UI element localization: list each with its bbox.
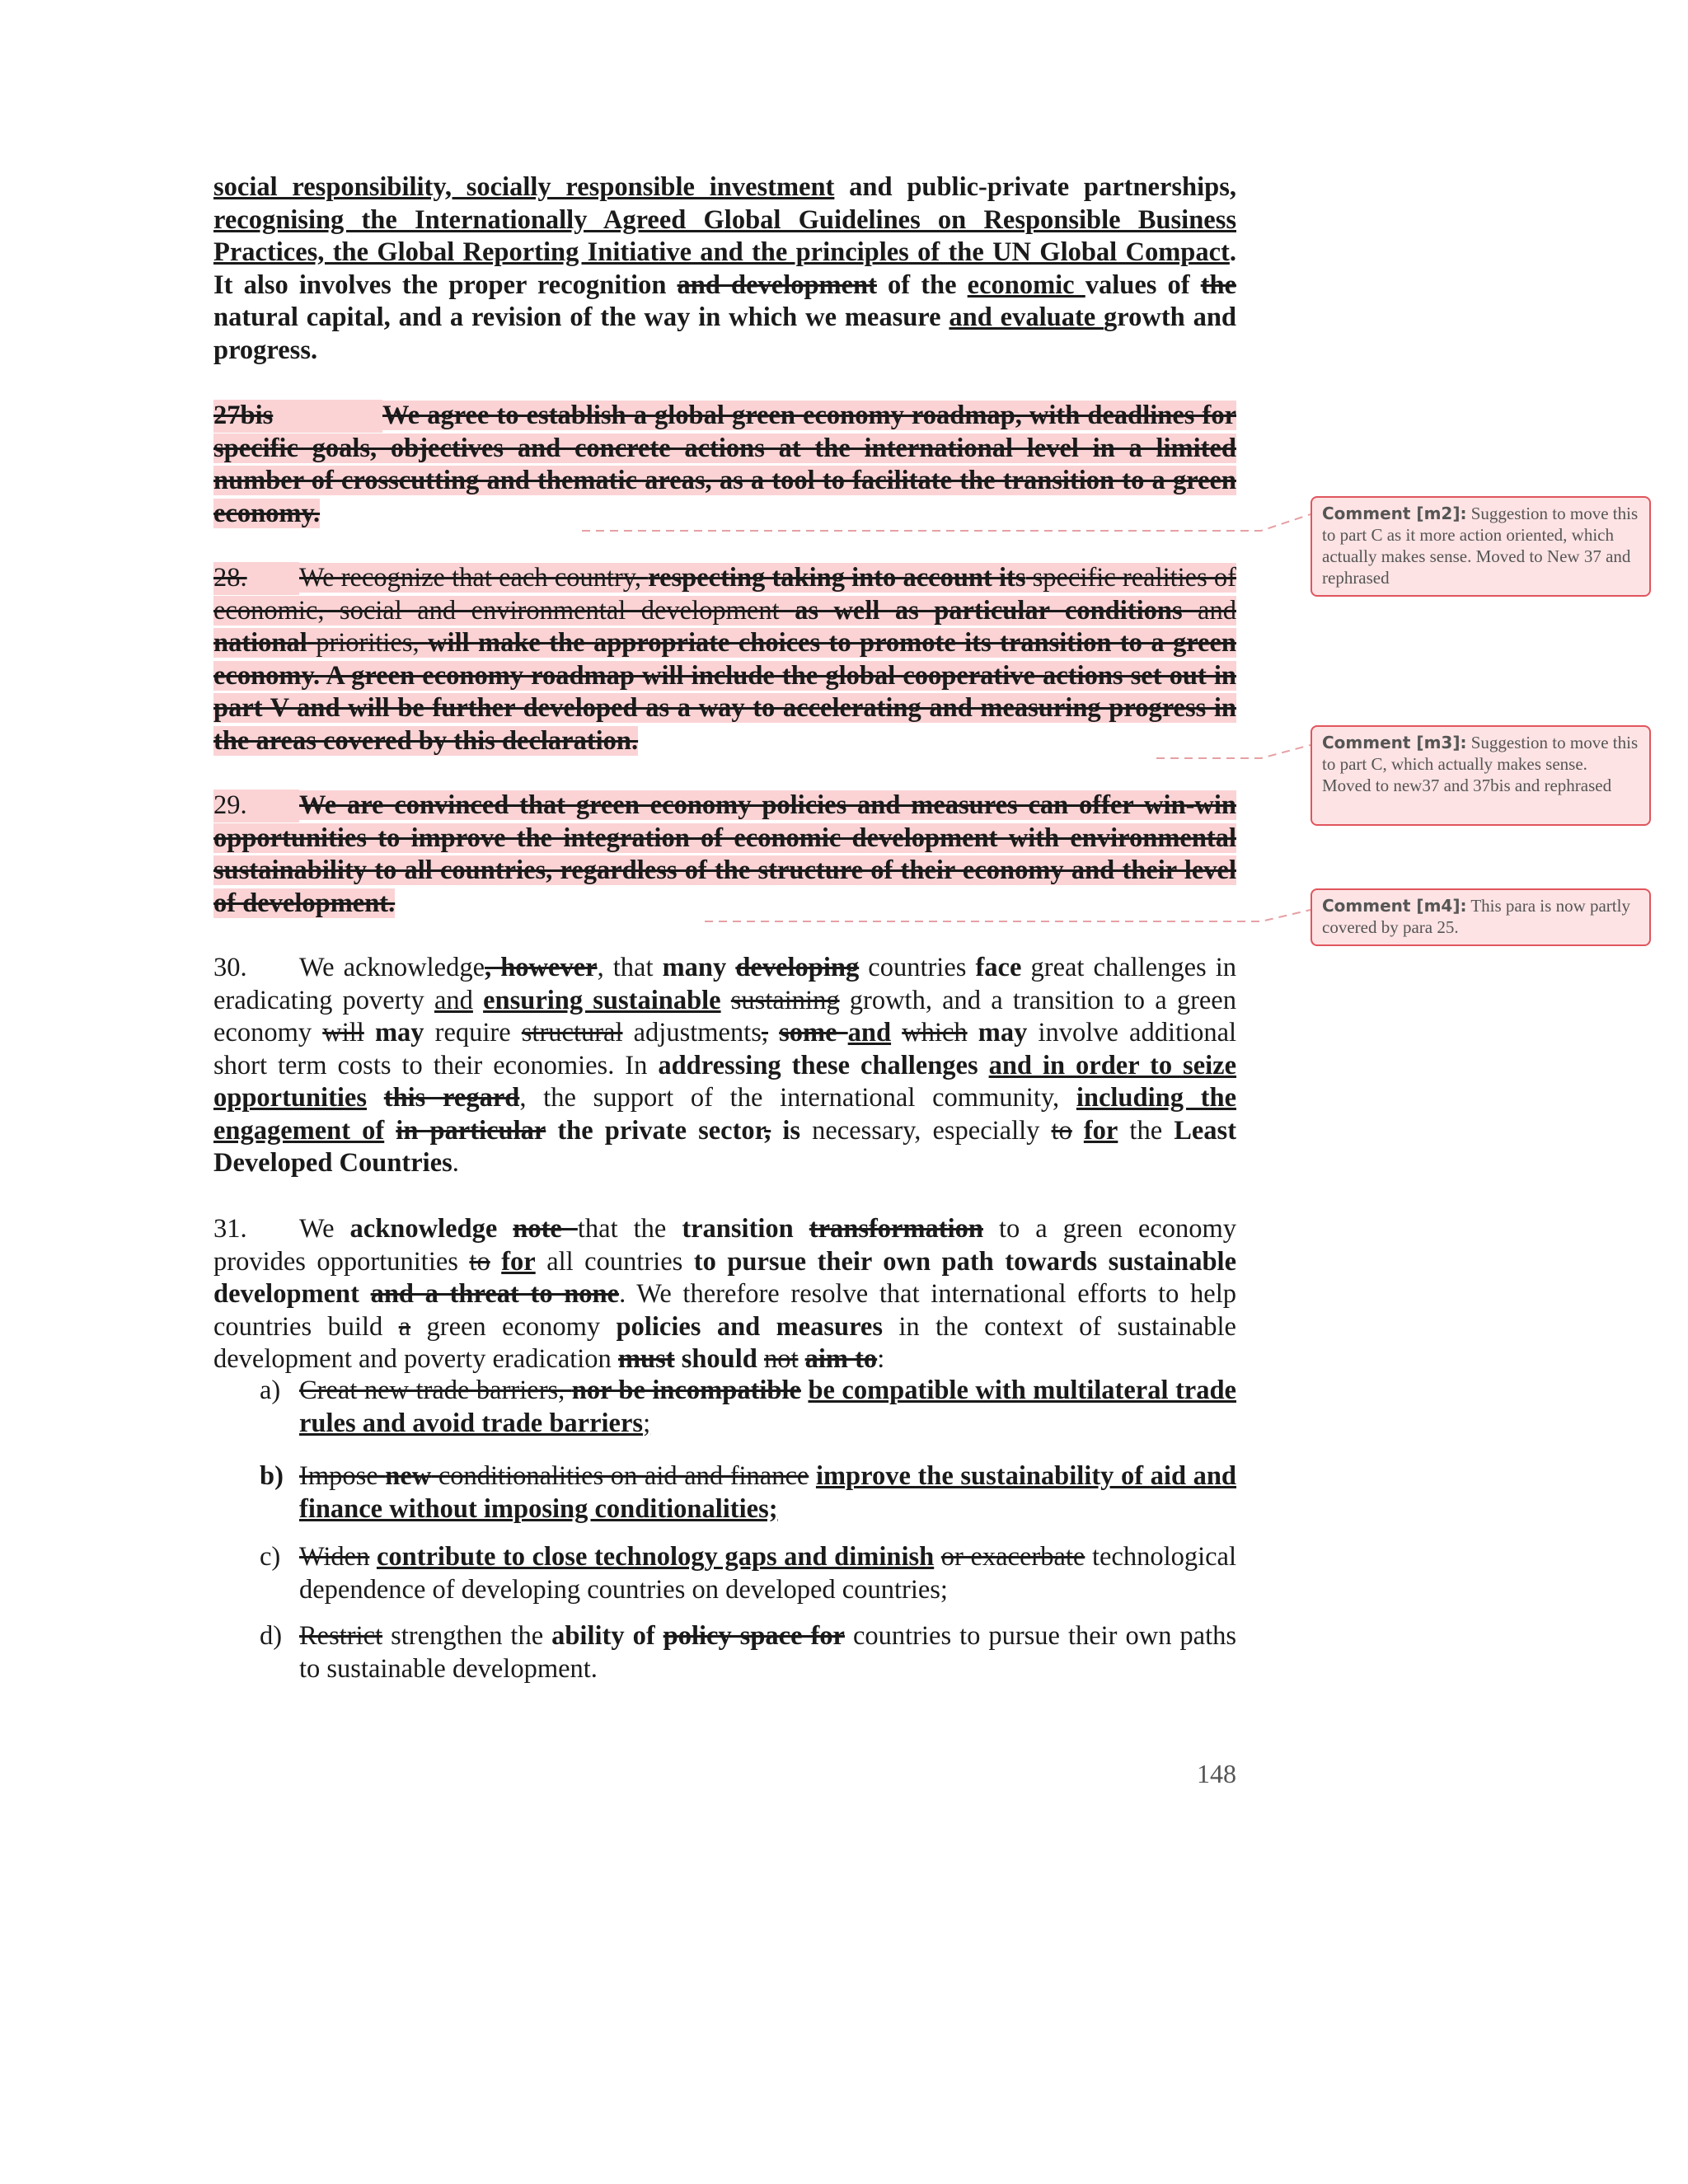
deletion: national <box>213 628 307 658</box>
text <box>359 1279 371 1309</box>
list-item-a <box>260 1375 1236 1440</box>
deletion: must <box>617 1344 675 1374</box>
paragraph-31 <box>213 1213 1236 1376</box>
text: We <box>299 1214 350 1244</box>
insert: , recognising the Internationally Agreed Global Guidelines on Responsible Business Practices, the Global Reporting Initiative and the principles of the UN Global Compact <box>213 172 1237 267</box>
text <box>771 1116 782 1146</box>
deletion: in particular <box>396 1115 546 1146</box>
text: involve additional short term costs to their economies. In <box>213 1018 1237 1080</box>
text: technological dependence of developing countries on developed countries; <box>299 1542 1237 1605</box>
text: . It also involves the proper recognition <box>213 237 1236 300</box>
insert: economic <box>967 269 1085 300</box>
comment-tag: Comment [m3]: <box>1322 733 1467 752</box>
comment-m4[interactable] <box>1311 888 1651 946</box>
text: growth and progress. <box>213 302 1236 365</box>
insert: social responsibility, socially responsible investment <box>213 172 835 202</box>
text <box>721 986 731 1015</box>
text: values of <box>1085 269 1201 300</box>
paragraph-continuation <box>213 171 1236 367</box>
insert: ensuring sustainable <box>483 985 721 1015</box>
deletion: a <box>398 1311 411 1342</box>
insert: and <box>434 985 473 1015</box>
list-marker: a) <box>260 1376 281 1405</box>
deletion: this regard <box>383 1083 520 1113</box>
text: may <box>374 1018 424 1047</box>
text <box>809 1461 816 1491</box>
text: the <box>1118 1115 1175 1146</box>
deletion: structural <box>521 1018 623 1047</box>
text <box>891 1018 902 1047</box>
text: acknowledge <box>349 1214 498 1244</box>
text: to pursue their own path towards sustainable development <box>213 1246 1236 1309</box>
deletion: or exacerbate <box>940 1542 1085 1572</box>
deletion: not <box>763 1344 799 1374</box>
comment-text: This para is now partly covered by para 25. <box>1322 896 1630 937</box>
paragraph-number: 30. <box>213 953 247 982</box>
list-item-d <box>260 1620 1237 1685</box>
text: Least Developed Countries <box>213 1115 1237 1178</box>
text: great challenges in eradicating poverty <box>213 953 1237 1015</box>
deletion: will <box>322 1018 364 1047</box>
deletion: priorities, <box>307 628 429 658</box>
text: of the <box>876 269 968 300</box>
text <box>799 1344 805 1374</box>
deletion: aim to <box>804 1344 878 1374</box>
deletion: , <box>761 1018 769 1047</box>
text: necessary, especially <box>800 1115 1052 1146</box>
insert: and in order to seize opportunities <box>213 1050 1237 1113</box>
deletion: to <box>469 1246 490 1277</box>
paragraph-number: 29. <box>213 790 299 823</box>
text <box>768 1018 779 1047</box>
insert: contribute to close technology gaps and diminish <box>376 1542 935 1572</box>
text: all countries <box>535 1246 694 1277</box>
text <box>364 1018 375 1047</box>
deletion: , however <box>485 953 598 982</box>
text <box>546 1116 557 1146</box>
insert: and evaluate <box>949 302 1104 332</box>
text: growth, and a transition to a green economy <box>213 985 1236 1047</box>
paragraph-number: 31. <box>213 1214 247 1244</box>
text: to a green economy provides opportunities <box>213 1214 1237 1277</box>
list-item-b <box>260 1460 1237 1526</box>
text: the private sector <box>557 1115 765 1146</box>
text: . <box>452 1148 459 1178</box>
deletion: which <box>902 1018 968 1047</box>
deletion: some <box>779 1018 848 1047</box>
text: may <box>978 1018 1028 1047</box>
text: We acknowledge <box>299 953 485 982</box>
deletion: respecting taking into account its <box>648 563 1026 593</box>
deletion: note <box>513 1214 578 1244</box>
deletion: new <box>385 1461 432 1491</box>
deletion: and <box>1182 595 1236 626</box>
text: require <box>424 1018 522 1047</box>
text <box>978 1051 989 1080</box>
comment-text: Suggestion to move this to part C as it more action oriented, which actually makes sense. Moved to New 37 and rephrased <box>1322 504 1639 588</box>
text: adjustments <box>622 1018 762 1047</box>
text <box>367 1083 384 1113</box>
list-marker: d) <box>260 1621 283 1651</box>
text: ability of <box>551 1621 655 1651</box>
insert: improve the sustainability of aid and finance without imposing conditionalities; <box>299 1461 1237 1524</box>
text <box>726 953 735 982</box>
text: should <box>681 1344 757 1374</box>
text <box>968 1018 978 1047</box>
text: countries to pursue their own paths to sustainable development. <box>299 1621 1237 1684</box>
deletion: to <box>1051 1115 1072 1146</box>
comment-tag: Comment [m4]: <box>1322 896 1467 916</box>
deletion: We agree to establish a global green economy roadmap, with deadlines for specific goals, objectives and concrete actions at the international level in a limited number of crosscutting and thematic areas, as a tool to facilitate the transition to a green economy. <box>213 401 1236 528</box>
insert: be compatible with multilateral trade rules and avoid trade barriers <box>299 1376 1236 1438</box>
paragraph-29 <box>213 790 1236 920</box>
text: natural capital, and a revision of the way in which we measure <box>213 302 950 332</box>
comment-text: Suggestion to move this to part C, which actually makes sense. Moved to new37 and 37bis and rephrased <box>1322 733 1639 795</box>
deletion: nor be incompatible <box>571 1376 801 1405</box>
list-marker: b) <box>260 1461 284 1491</box>
deletion: will make the appropriate choices to promote its transition to a green economy. A green economy roadmap will include the global cooperative actions set out in part V and will be further developed as a way to accelerating and measuring progress in the areas covered by this declaration. <box>213 628 1236 756</box>
deletion: Creat new trade barriers, <box>299 1376 572 1405</box>
paragraph-number: 28. <box>213 562 299 595</box>
deletion: sustaining <box>730 985 840 1015</box>
text: transition <box>682 1214 794 1244</box>
text <box>655 1621 663 1651</box>
text: countries <box>859 953 976 982</box>
text: is <box>782 1115 800 1146</box>
insert: including the engagement of <box>213 1083 1236 1146</box>
text: green economy <box>410 1311 617 1342</box>
text: , the support of the international community, <box>519 1083 1076 1113</box>
paragraph-number: 27bis <box>213 400 382 433</box>
text: : <box>877 1344 885 1374</box>
text <box>490 1247 502 1277</box>
deletion: specific realities of economic, social and environmental development <box>213 563 1237 626</box>
text <box>675 1344 682 1374</box>
text <box>1072 1116 1084 1146</box>
text: policies and measures <box>616 1311 883 1342</box>
text: in the context of sustainable development and poverty eradication <box>213 1311 1236 1374</box>
text: face <box>975 953 1022 982</box>
deletion: Restrict <box>299 1621 383 1651</box>
comment-tag: Comment [m2]: <box>1322 504 1467 523</box>
text: , that <box>597 953 663 982</box>
text <box>934 1542 941 1572</box>
list-item-c <box>260 1541 1237 1606</box>
text: addressing these challenges <box>658 1050 978 1080</box>
text <box>757 1344 764 1374</box>
text: strengthen the <box>382 1621 552 1651</box>
text <box>497 1214 513 1244</box>
deletion: transformation <box>809 1214 983 1244</box>
deletion: the <box>1200 269 1237 300</box>
insert: and <box>847 1018 892 1047</box>
paragraph-27bis <box>213 400 1236 530</box>
text <box>384 1116 396 1146</box>
paragraph-28 <box>213 562 1236 757</box>
page-number: 148 <box>1197 1759 1236 1788</box>
text: . We therefore resolve that international efforts to help countries build <box>213 1279 1237 1342</box>
text: and public-private partnerships <box>834 172 1230 202</box>
text <box>473 986 483 1015</box>
insert: for <box>501 1246 536 1277</box>
list-marker: c) <box>260 1542 281 1572</box>
deletion: and development <box>677 269 877 300</box>
comment-m3[interactable] <box>1311 725 1651 826</box>
deletion: Widen <box>299 1542 370 1572</box>
deletion: , <box>764 1115 771 1146</box>
deletion: We recognize that each country, <box>299 563 649 593</box>
deletion: We are convinced that green economy policies and measures can offer win-win opportunities to improve the integration of economic development with environmental sustainability to all countries, regardless of the structure of their economy and their level of development. <box>213 790 1236 918</box>
text: many <box>662 953 727 982</box>
text: that the <box>577 1214 682 1244</box>
deletion: policy space for <box>663 1621 845 1651</box>
deletion: conditionalities on aid and finance <box>431 1461 809 1491</box>
text <box>369 1542 377 1572</box>
deletion: as well as particular conditions <box>795 595 1183 626</box>
insert: ; <box>643 1408 651 1438</box>
insert: for <box>1083 1115 1118 1146</box>
deletion: and a threat to none <box>370 1279 620 1309</box>
text <box>794 1214 809 1244</box>
paragraph-30 <box>213 952 1236 1180</box>
comment-m2[interactable] <box>1311 496 1651 597</box>
deletion: Impose <box>299 1461 386 1491</box>
deletion: developing <box>735 953 860 982</box>
